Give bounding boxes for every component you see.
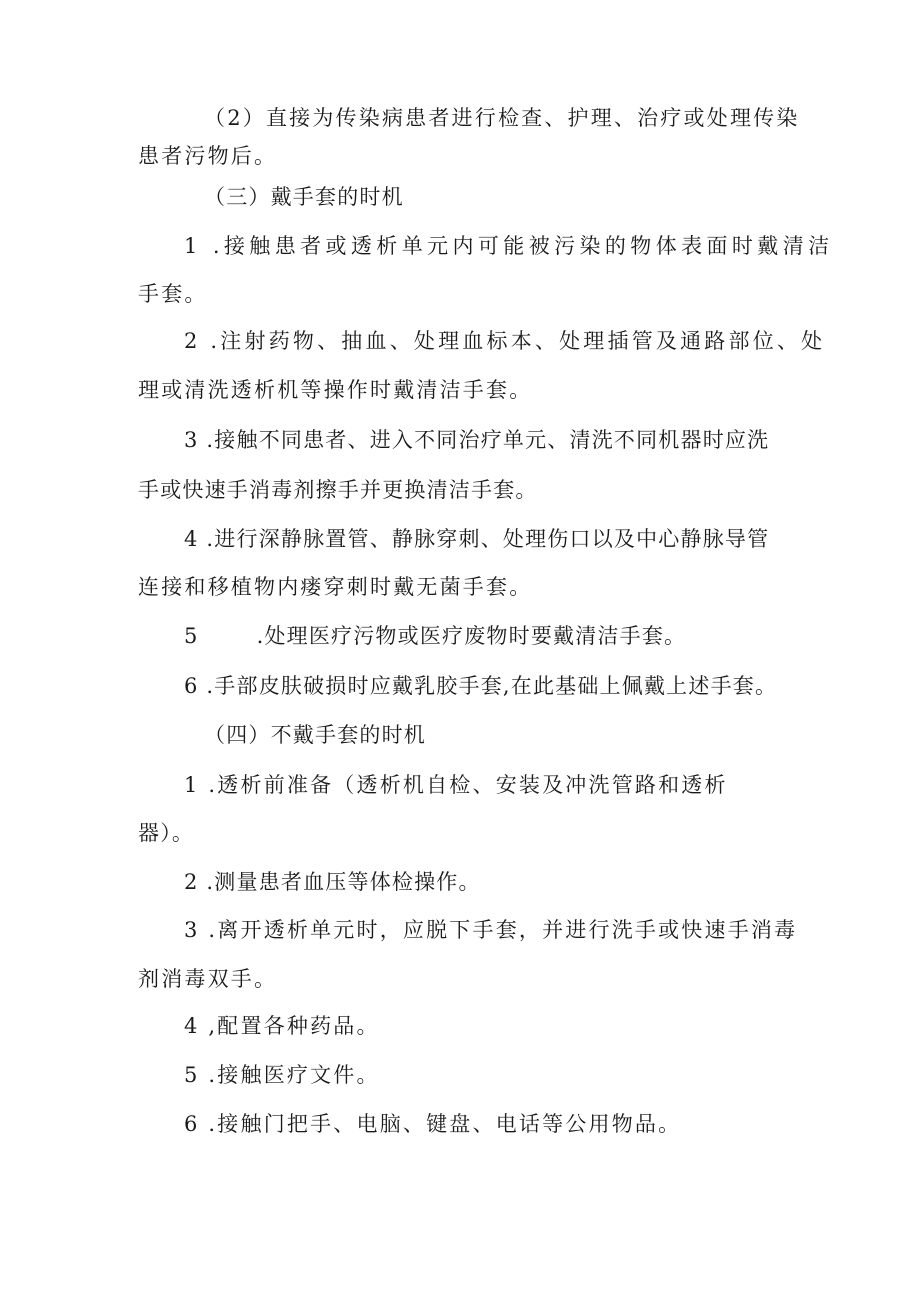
paragraph-line: 手或快速手消毒剂擦手并更换清洁手套。 [138,478,538,502]
paragraph-line: 手套。 [138,282,208,306]
item-number: 5 [184,624,199,648]
paragraph-line: 5 .接触医疗文件。 [184,1063,380,1087]
paragraph-line: 6 .手部皮肤破损时应戴乳胶手套,在此基础上佩戴上述手套。 [184,674,778,698]
paragraph-line: 器）。 [138,821,195,845]
section-heading: （四）不戴手套的时机 [204,723,426,747]
section-heading: （三）戴手套的时机 [204,185,404,209]
paragraph-line: 2 .注射药物、抽血、处理血标本、处理插管及通路部位、处 [184,329,826,353]
paragraph-line [184,623,686,649]
paragraph-line: 3 .接触不同患者、进入不同治疗单元、清洗不同机器时应洗 [184,428,770,452]
paragraph-line: 患者污物后。 [138,144,278,168]
paragraph-line: 6 .接触门把手、电脑、键盘、电话等公用物品。 [184,1112,682,1136]
paragraph-line: 连接和移植物内瘘穿刺时戴无菌手套。 [138,575,533,599]
paragraph-line: 剂消毒双手。 [138,967,278,991]
paragraph-line: 2 .测量患者血压等体检操作。 [184,870,481,894]
paragraph-line: 4 .进行深静脉置管、静脉穿刺、处理伤口以及中心静脉导管 [184,527,770,551]
paragraph-line: 理或清洗透析机等操作时戴清洁手套。 [138,378,533,402]
item-text: .处理医疗污物或医疗废物时要戴清洁手套。 [256,624,687,648]
paragraph-line: 4 ,配置各种药品。 [184,1014,380,1038]
paragraph-line: 1 .接触患者或透析单元内可能被污染的物体表面时戴清洁 [184,234,834,258]
paragraph-line: 3 .离开透析单元时，应脱下手套，并进行洗手或快速手消毒 [184,918,798,942]
paragraph-line: （2）直接为传染病患者进行检查、护理、治疗或处理传染 [204,106,800,130]
paragraph-line: 1 .透析前准备（透析机自检、安装及冲洗管路和透析 [184,773,728,797]
